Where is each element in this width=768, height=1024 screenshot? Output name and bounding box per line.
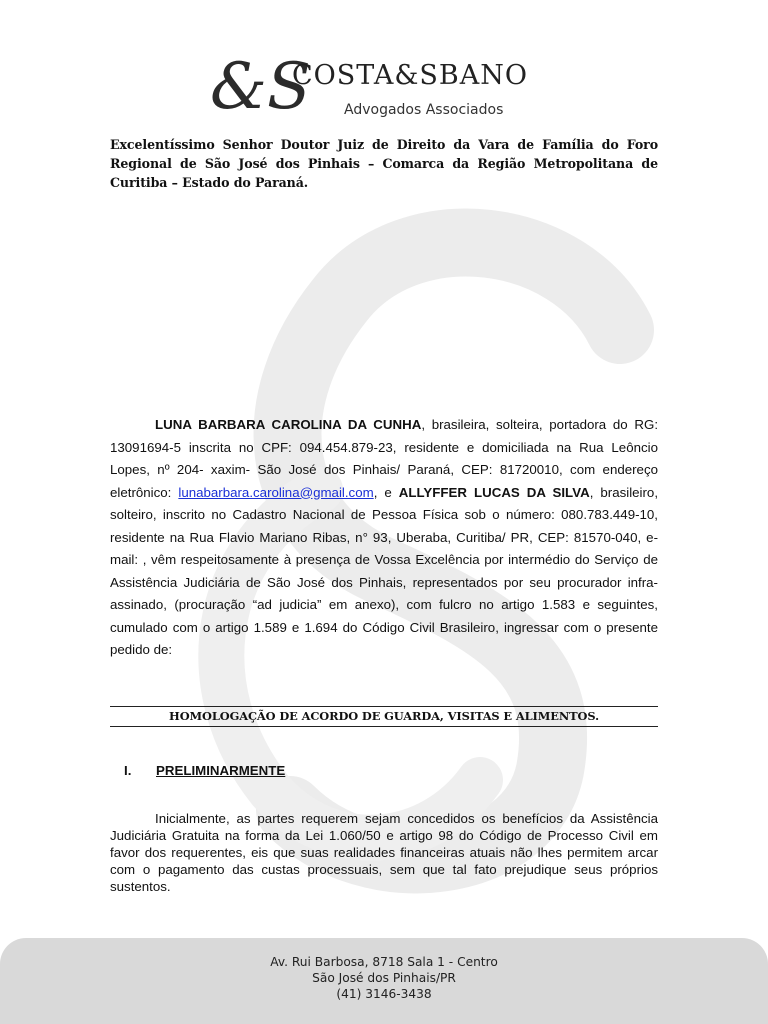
logo-monogram: &S (210, 50, 311, 124)
section-number: I. (124, 763, 132, 778)
footer-phone: (41) 3146-3438 (336, 987, 432, 1001)
qualification-text-2: , e (373, 484, 399, 500)
qualification-text-3: , brasileiro, solteiro, inscrito no Cadastro Nacional de Pessoa Física sob o número: 080.783.449-10, residente na Rua Flavio Mariano Ribas, n° 93, Uberaba, Curitiba/ PR, CEP: 81570-040, e-mail: , vêm respeitosamente à presença de Vossa Excelência por intermédio do Serviço de Assistência Judiciária de São José dos Pinhais, representados por seu procurador infra-assinado, (procuração “ad judicia” em anexo), com fulcro no artigo 1.583 e seguintes, cumulado com o artigo 1.589 e 1.694 do Código Civil Brasileiro, ingressar com o presente pedido de: (110, 484, 659, 657)
qualification-text-1: , brasileira, solteira, portadora do RG: 13091694-5 inscrita no CPF: 094.454.879-23, residente e domiciliada na Rua Leôncio Lopes, nº 204- xaxim- São José dos Pinhais/ Paraná, CEP: 81720010, com endereço eletrônico: (110, 417, 659, 500)
firm-name: COSTA&SBANO (292, 60, 528, 91)
section-paragraph-text: Inicialmente, as partes requerem sejam concedidos os benefícios da Assistência Judiciária Gratuita na forma da Lei 1.060/50 e artigo 98 do Código de Processo Civil em favor dos requerentes, eis que suas realidades financeiras atuais não lhes permitem arcar com o pagamento das custas processuais, sem que tal fato prejudique seus próprios sustentos. (110, 811, 658, 894)
section-heading (110, 763, 658, 778)
addressee-heading: Excelentíssimo Senhor Doutor Juiz de Direito da Vara de Família do Foro Regional de São José dos Pinhais – Comarca da Região Metropolitana de Curitiba – Estado do Paraná. (110, 137, 658, 190)
qualification-paragraph (110, 414, 658, 662)
firm-logo-icon (208, 38, 311, 124)
party2-name: ALLYFFER LUCAS DA SILVA (398, 484, 590, 500)
letterhead (208, 38, 568, 126)
section-paragraph (110, 810, 658, 895)
party1-name: LUNA BARBARA CAROLINA DA CUNHA (155, 417, 422, 432)
footer-address-line1: Av. Rui Barbosa, 8718 Sala 1 - Centro (270, 955, 498, 969)
firm-subtitle: Advogados Associados (344, 102, 504, 118)
email-link[interactable]: lunabarbara.carolina@gmail.com (178, 484, 374, 500)
section-title: PRELIMINARMENTE (156, 763, 286, 778)
petition-title: HOMOLOGAÇÃO DE ACORDO DE GUARDA, VISITAS E ALIMENTOS. (110, 706, 658, 727)
footer (0, 938, 768, 1024)
footer-address (0, 954, 768, 1002)
footer-address-line2: São José dos Pinhais/PR (312, 971, 456, 985)
